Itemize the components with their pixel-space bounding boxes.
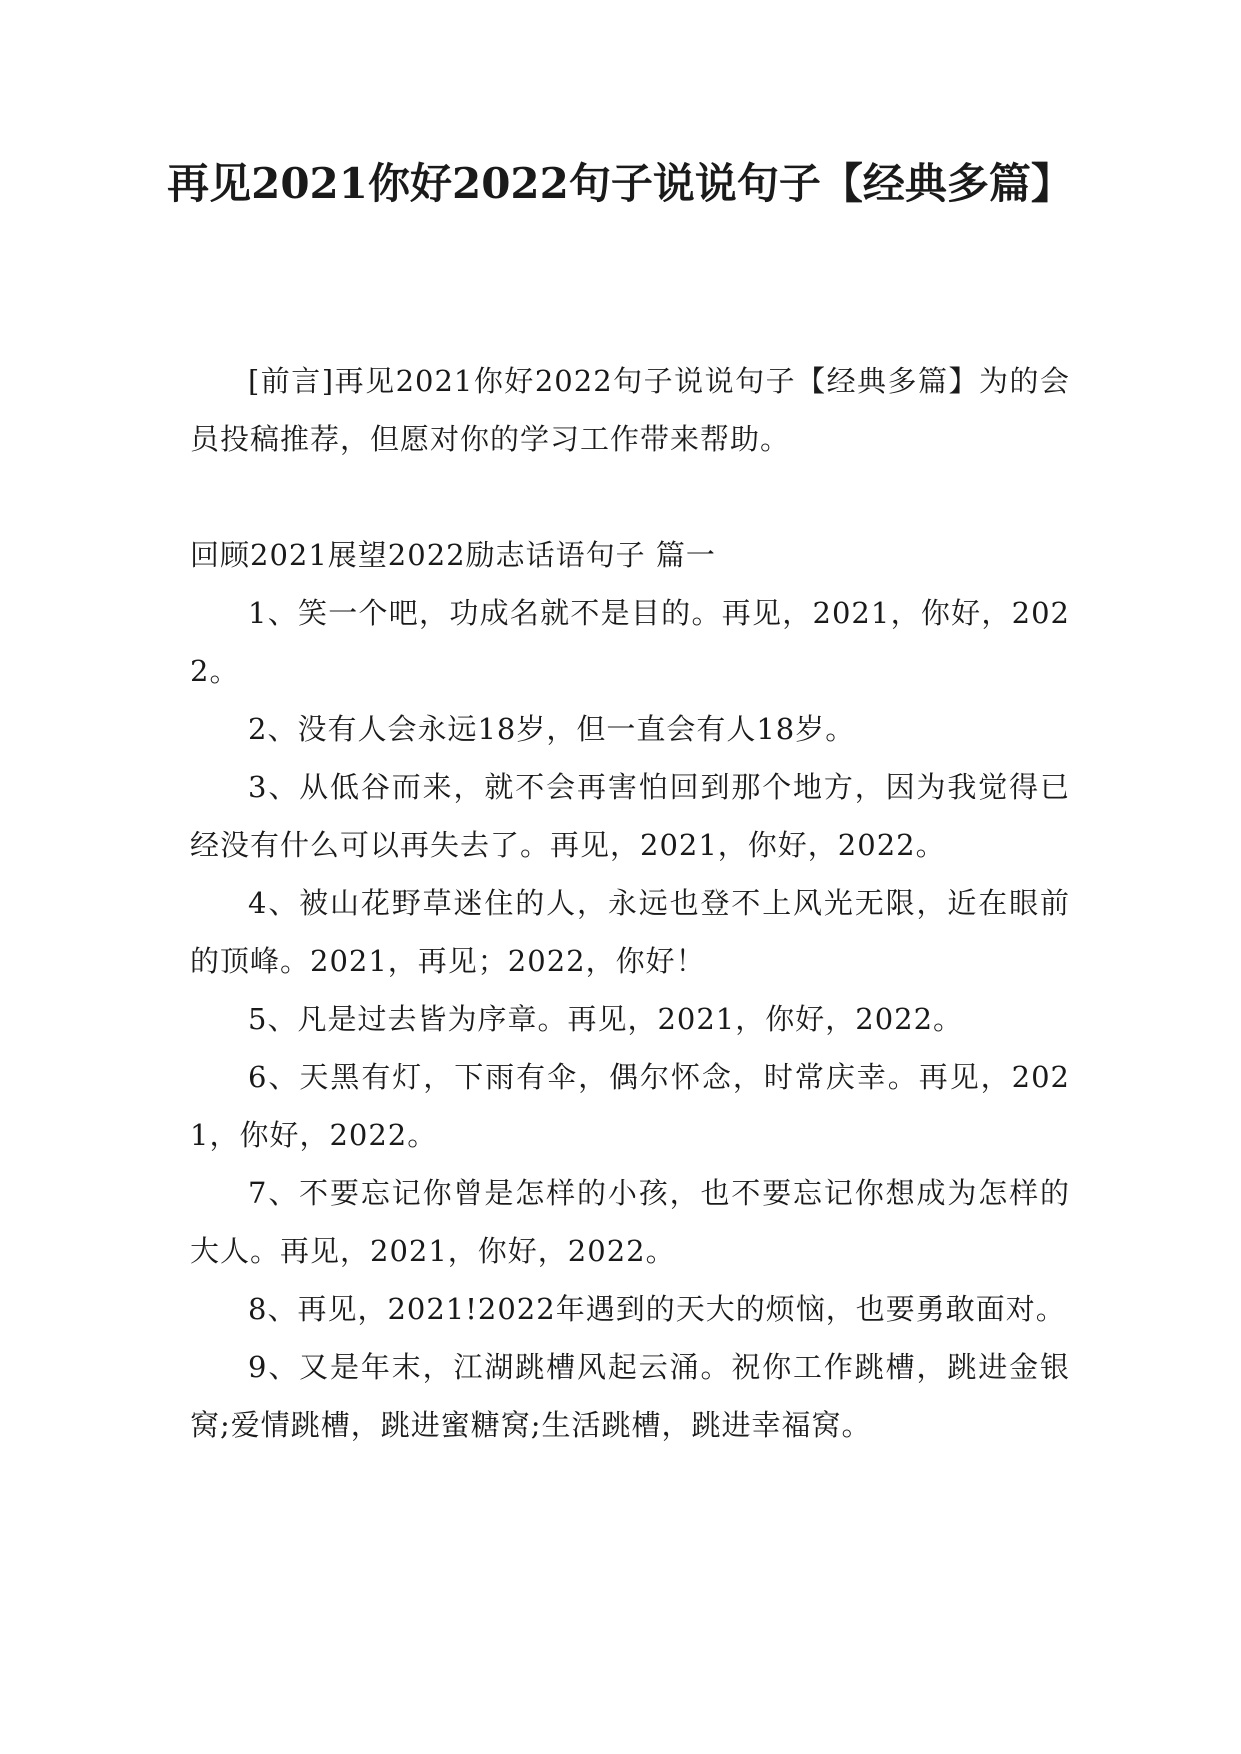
preface-paragraph: [前言]再见2021你好2022句子说说句子【经典多篇】为的会员投稿推荐，但愿对你的学习工作带来帮助。 bbox=[190, 364, 1070, 456]
list-item: 1、笑一个吧，功成名就不是目的。再见，2021，你好，2022。 bbox=[190, 596, 1070, 688]
list-item: 9、又是年末，江湖跳槽风起云涌。祝你工作跳槽，跳进金银窝;爱情跳槽，跳进蜜糖窝;生活跳槽，跳进幸福窝。 bbox=[190, 1350, 1070, 1442]
list-item: 7、不要忘记你曾是怎样的小孩，也不要忘记你想成为怎样的大人。再见，2021，你好，2022。 bbox=[190, 1176, 1070, 1268]
section-heading: 回顾2021展望2022励志话语句子 篇一 bbox=[190, 538, 716, 572]
list-item: 5、凡是过去皆为序章。再见，2021，你好，2022。 bbox=[248, 1002, 964, 1036]
document-title: 再见2021你好2022句子说说句子【经典多篇】 bbox=[167, 159, 1073, 208]
list-item: 8、再见，2021!2022年遇到的天大的烦恼，也要勇敢面对。 bbox=[248, 1292, 1066, 1326]
list-item: 4、被山花野草迷住的人，永远也登不上风光无限，近在眼前的顶峰。2021，再见；2022，你好！ bbox=[190, 886, 1070, 978]
list-item: 2、没有人会永远18岁，但一直会有人18岁。 bbox=[248, 712, 856, 746]
list-item: 6、天黑有灯，下雨有伞，偶尔怀念，时常庆幸。再见，2021，你好，2022。 bbox=[190, 1060, 1070, 1152]
document-body bbox=[190, 352, 1070, 1454]
list-item: 3、从低谷而来，就不会再害怕回到那个地方，因为我觉得已经没有什么可以再失去了。再见，2021，你好，2022。 bbox=[190, 770, 1070, 862]
